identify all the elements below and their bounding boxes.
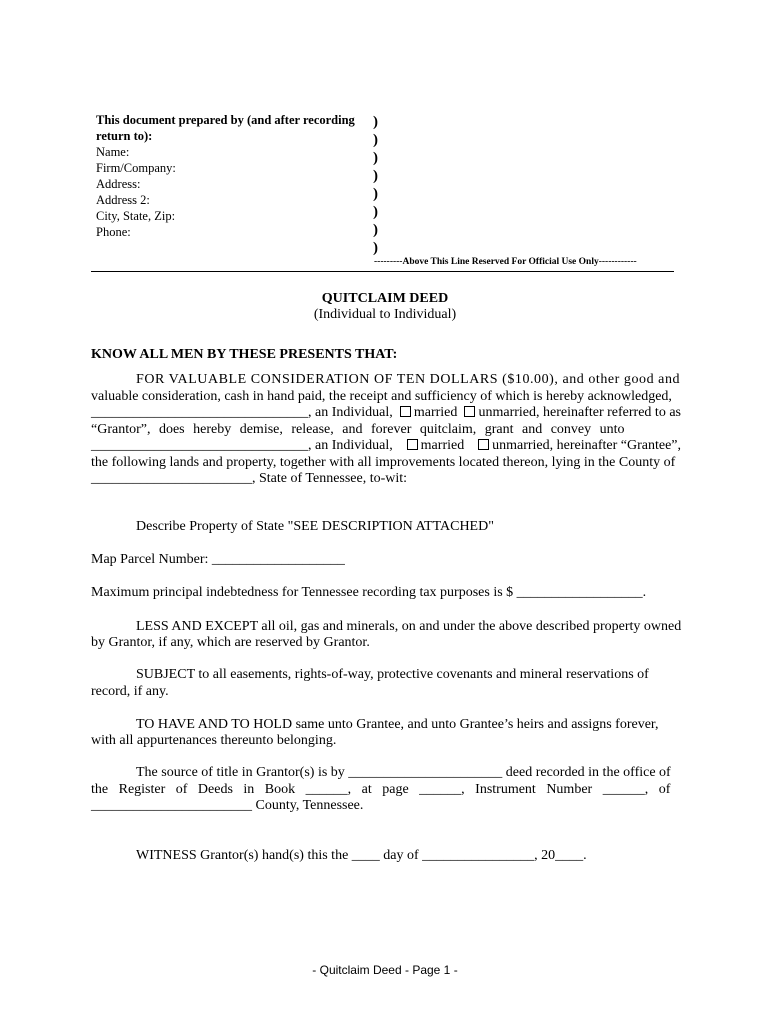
paren: ) [373,222,378,238]
less-except-line-1 [136,619,681,635]
paren: ) [373,132,378,148]
subject-to-text-1: SUBJECT to all easements, rights-of-way, protective covenants and mineral reservations of [136,667,649,682]
preparer-heading-line1: This document prepared by (and after recording [96,113,355,127]
grantor-unmarried-option [461,405,681,421]
footer-prefix: - Quitclaim Deed - [312,963,413,977]
paren: ) [373,150,378,166]
grantee-name-blank: _______________________________, an Individual, [91,438,393,453]
grantor-unmarried-checkbox[interactable] [464,406,475,417]
grantor-name-blank: _______________________________, an Individual, [91,405,393,420]
grantor-unmarried-label: unmarried, hereinafter referred to as [478,405,681,420]
paren-column [373,113,378,257]
grantee-unmarried-option [475,438,681,454]
to-have-text-1: TO HAVE AND TO HOLD same unto Grantee, and unto Grantee’s heirs and assigns forever, [136,717,659,732]
grantor-married-option [397,405,458,421]
preparer-phone-label: Phone: [96,225,131,239]
paren: ) [373,186,378,202]
know-all-heading: KNOW ALL MEN BY THESE PRESENTS THAT: [91,347,398,362]
grantee-married-label: married [420,438,465,453]
consideration-text-2: valuable consideration, cash in hand paid, the receipt and sufficiency of which is hereby acknowledged, [91,389,672,404]
deed-subtitle: (Individual to Individual) [313,307,457,322]
max-principal-indebtedness: Maximum principal indebtedness for Tennessee recording tax purposes is $ __________________. [91,585,647,600]
map-parcel-number: Map Parcel Number: ___________________ [91,552,345,567]
paren: ) [373,204,378,220]
paren: ) [373,168,378,184]
consideration-line-5 [91,438,681,454]
divider-rule [91,271,674,272]
consideration-line-4 [91,422,681,438]
consideration-line-6 [91,455,681,471]
source-text-3: _______________________ County, Tennessee. [91,798,364,813]
consideration-text-6: the following lands and property, together with all improvements located thereon, lying in the County of [91,455,676,470]
footer-suffix: - [450,963,458,977]
page-footer [0,963,770,977]
source-line-1 [136,765,681,781]
preparer-address2-label: Address 2: [96,193,150,207]
less-except-text-2: by Grantor, if any, which are reserved by Grantor. [91,635,370,650]
paren: ) [373,240,378,256]
grantee-married-option [404,438,465,454]
paren: ) [373,114,378,130]
official-use-line: ---------Above This Line Reserved For Official Use Only------------ [374,257,637,267]
preparer-name-label: Name: [96,145,130,159]
source-text-2: the Register of Deeds in Book ______, at page ______, Instrument Number ______, of [91,782,671,797]
consideration-line-3 [91,405,681,421]
grantor-married-checkbox[interactable] [400,406,411,417]
county-blank-line: _______________________, State of Tennessee, to-wit: [91,471,408,486]
less-except-text-1: LESS AND EXCEPT all oil, gas and minerals, on and under the above described property owned [136,619,682,634]
subject-to-text-2: record, if any. [91,684,169,699]
witness-line: WITNESS Grantor(s) hand(s) this the ____ day of ________________, 20____. [136,848,587,863]
grantee-married-checkbox[interactable] [407,439,418,450]
grantee-unmarried-label: unmarried, hereinafter “Grantee”, [492,438,681,453]
footer-page-number: Page 1 [412,963,451,977]
deed-title: QUITCLAIM DEED [321,291,449,306]
preparer-address-label: Address: [96,177,141,191]
preparer-city-label: City, State, Zip: [96,209,176,223]
preparer-heading-line2: return to): [96,129,153,143]
source-text-1: The source of title in Grantor(s) is by ______________________ deed recorded in the office of [136,765,671,780]
consideration-line-2 [91,389,681,405]
source-line-2 [91,782,681,798]
consideration-text-4: “Grantor”, does hereby demise, release, and forever quitclaim, grant and convey unto [91,422,625,437]
preparer-block [96,112,355,240]
preparer-firm-label: Firm/Company: [96,161,176,175]
consideration-line-1 [136,372,681,388]
to-have-text-2: with all appurtenances thereunto belonging. [91,733,337,748]
describe-property: Describe Property of State "SEE DESCRIPTION ATTACHED" [136,519,494,534]
grantee-unmarried-checkbox[interactable] [478,439,489,450]
consideration-text-1: FOR VALUABLE CONSIDERATION OF TEN DOLLARS ($10.00), and other good and [136,372,681,387]
to-have-line-1 [136,717,681,733]
grantor-married-label: married [413,405,458,420]
